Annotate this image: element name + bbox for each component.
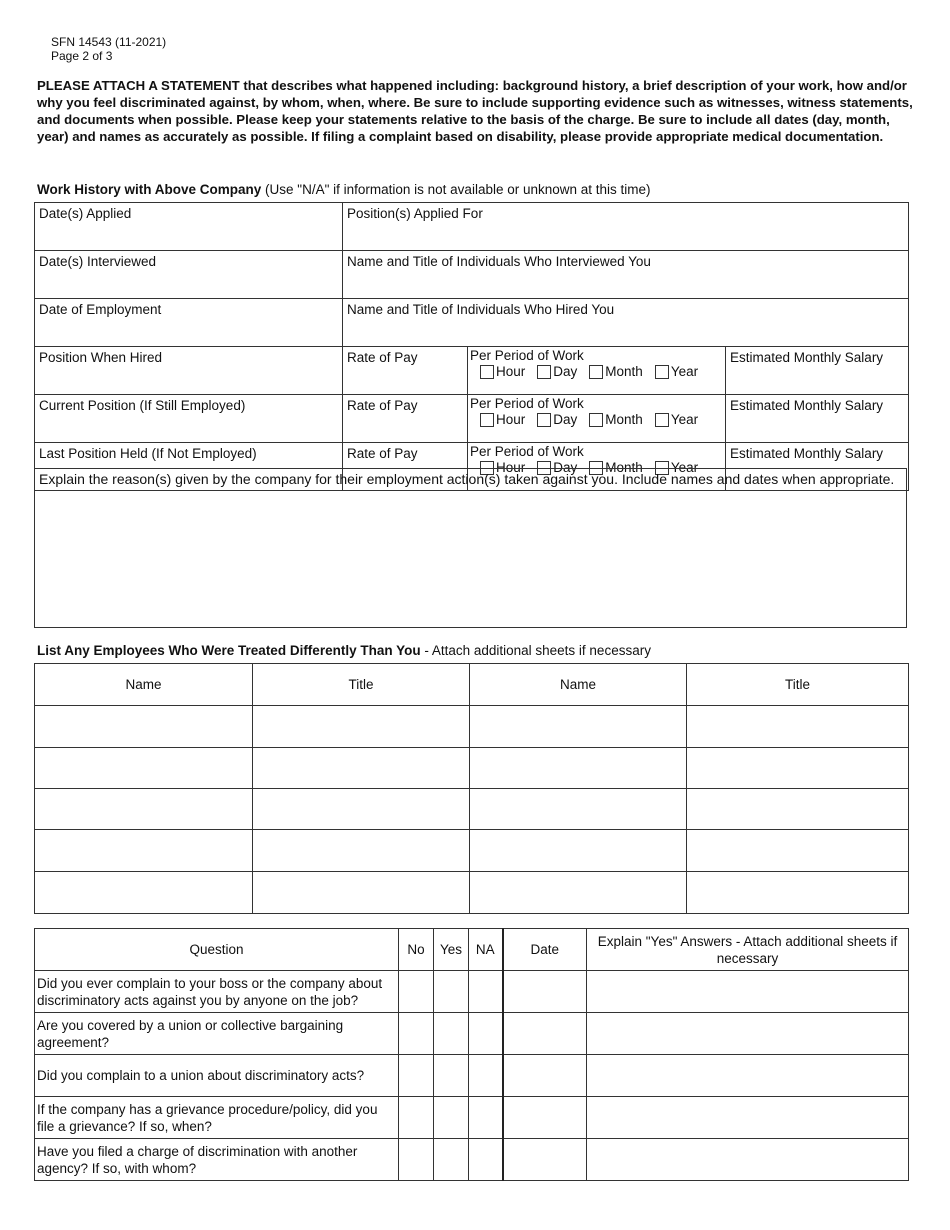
rate-of-pay-label: Rate of Pay bbox=[347, 446, 418, 461]
yes-answer-cell[interactable] bbox=[434, 1097, 469, 1139]
table-cell[interactable] bbox=[253, 706, 470, 748]
interviewers-label: Name and Title of Individuals Who Interviewed You bbox=[347, 254, 651, 269]
table-cell[interactable] bbox=[470, 748, 687, 789]
month-checkbox[interactable] bbox=[589, 413, 603, 427]
table-cell[interactable] bbox=[253, 748, 470, 789]
explain-reasons-box[interactable] bbox=[34, 468, 907, 628]
explain-cell[interactable] bbox=[587, 1013, 909, 1055]
date-interviewed-field[interactable] bbox=[35, 251, 343, 299]
year-label: Year bbox=[670, 460, 699, 475]
table-row bbox=[35, 395, 909, 443]
table-cell[interactable] bbox=[35, 872, 253, 914]
table-row bbox=[35, 299, 909, 347]
date-cell[interactable] bbox=[503, 971, 587, 1013]
monthly-salary-label: Estimated Monthly Salary bbox=[730, 350, 884, 365]
table-cell[interactable] bbox=[35, 748, 253, 789]
yes-answer-cell[interactable] bbox=[434, 1013, 469, 1055]
date-cell[interactable] bbox=[503, 1097, 587, 1139]
table-cell[interactable] bbox=[35, 830, 253, 872]
monthly-salary-label: Estimated Monthly Salary bbox=[730, 398, 884, 413]
day-checkbox[interactable] bbox=[537, 413, 551, 427]
table-header-row bbox=[35, 929, 909, 971]
table-cell[interactable] bbox=[253, 872, 470, 914]
table-cell[interactable] bbox=[470, 789, 687, 830]
day-label: Day bbox=[553, 412, 578, 427]
table-row bbox=[35, 830, 909, 872]
work-history-title: Work History with Above Company bbox=[37, 182, 262, 197]
work-history-heading bbox=[37, 182, 651, 197]
no-answer-cell[interactable] bbox=[399, 1055, 434, 1097]
explain-cell[interactable] bbox=[587, 1097, 909, 1139]
current-position-field[interactable] bbox=[35, 395, 343, 443]
table-cell[interactable] bbox=[35, 789, 253, 830]
table-cell[interactable] bbox=[470, 872, 687, 914]
question-text: Did you complain to a union about discriminatory acts? bbox=[35, 1055, 399, 1097]
year-label: Year bbox=[670, 364, 699, 379]
position-applied-label: Position(s) Applied For bbox=[347, 206, 483, 221]
month-checkbox[interactable] bbox=[589, 365, 603, 379]
question-text: If the company has a grievance procedure/policy, did you file a grievance? If so, when? bbox=[35, 1097, 399, 1139]
work-history-note: (Use "N/A" if information is not available or unknown at this time) bbox=[261, 182, 651, 197]
no-answer-cell[interactable] bbox=[399, 971, 434, 1013]
hour-label: Hour bbox=[496, 412, 526, 427]
date-cell[interactable] bbox=[503, 1013, 587, 1055]
explain-reasons-label: Explain the reason(s) given by the company for their employment action(s) taken against you. Include names and dates when appropriate. bbox=[39, 471, 895, 487]
name-column-header: Name bbox=[470, 664, 687, 706]
form-header bbox=[51, 35, 166, 63]
title-column-header: Title bbox=[253, 664, 470, 706]
question-row bbox=[35, 1139, 909, 1181]
name-column-header: Name bbox=[35, 664, 253, 706]
table-cell[interactable] bbox=[687, 872, 909, 914]
na-column-header: NA bbox=[469, 929, 503, 971]
question-text: Have you filed a charge of discrimination with another agency? If so, with whom? bbox=[35, 1139, 399, 1181]
table-row bbox=[35, 347, 909, 395]
na-answer-cell[interactable] bbox=[469, 971, 503, 1013]
question-row bbox=[35, 1055, 909, 1097]
table-row bbox=[35, 789, 909, 830]
per-period-label: Per Period of Work bbox=[470, 396, 584, 411]
no-answer-cell[interactable] bbox=[399, 1139, 434, 1181]
table-cell[interactable] bbox=[687, 706, 909, 748]
question-row bbox=[35, 1013, 909, 1055]
monthly-salary-label: Estimated Monthly Salary bbox=[730, 446, 884, 461]
no-answer-cell[interactable] bbox=[399, 1097, 434, 1139]
question-row bbox=[35, 971, 909, 1013]
date-applied-label: Date(s) Applied bbox=[39, 206, 132, 221]
per-period-field bbox=[468, 347, 726, 395]
employees-note: - Attach additional sheets if necessary bbox=[420, 643, 651, 658]
hour-checkbox[interactable] bbox=[480, 365, 494, 379]
na-answer-cell[interactable] bbox=[469, 1055, 503, 1097]
hour-label: Hour bbox=[496, 364, 526, 379]
yes-column-header: Yes bbox=[434, 929, 469, 971]
yes-answer-cell[interactable] bbox=[434, 971, 469, 1013]
position-applied-field[interactable] bbox=[343, 203, 909, 251]
monthly-salary-field[interactable] bbox=[726, 395, 909, 443]
question-column-header: Question bbox=[35, 929, 399, 971]
per-period-field bbox=[468, 395, 726, 443]
table-cell[interactable] bbox=[35, 706, 253, 748]
table-cell[interactable] bbox=[687, 830, 909, 872]
explain-cell[interactable] bbox=[587, 1139, 909, 1181]
form-id: SFN 14543 (11-2021) bbox=[51, 35, 167, 49]
interviewers-field[interactable] bbox=[343, 251, 909, 299]
position-hired-label: Position When Hired bbox=[39, 350, 163, 365]
month-label: Month bbox=[605, 460, 643, 475]
date-applied-field[interactable] bbox=[35, 203, 343, 251]
table-cell[interactable] bbox=[470, 706, 687, 748]
date-employment-field[interactable] bbox=[35, 299, 343, 347]
table-cell[interactable] bbox=[470, 830, 687, 872]
work-history-table bbox=[34, 202, 909, 491]
questions-table bbox=[34, 928, 909, 1181]
explain-cell[interactable] bbox=[587, 1055, 909, 1097]
employees-title: List Any Employees Who Were Treated Differently Than You bbox=[37, 643, 421, 658]
monthly-salary-field[interactable] bbox=[726, 347, 909, 395]
current-position-label: Current Position (If Still Employed) bbox=[39, 398, 246, 413]
year-label: Year bbox=[670, 412, 699, 427]
table-row bbox=[35, 872, 909, 914]
table-cell[interactable] bbox=[253, 789, 470, 830]
date-cell[interactable] bbox=[503, 1139, 587, 1181]
table-cell[interactable] bbox=[253, 830, 470, 872]
table-cell[interactable] bbox=[687, 748, 909, 789]
day-checkbox[interactable] bbox=[537, 365, 551, 379]
year-checkbox[interactable] bbox=[655, 365, 669, 379]
rate-of-pay-field[interactable] bbox=[343, 395, 468, 443]
date-interviewed-label: Date(s) Interviewed bbox=[39, 254, 157, 269]
hour-checkbox[interactable] bbox=[480, 413, 494, 427]
rate-of-pay-field[interactable] bbox=[343, 347, 468, 395]
table-header-row bbox=[35, 664, 909, 706]
table-cell[interactable] bbox=[687, 789, 909, 830]
date-cell[interactable] bbox=[503, 1055, 587, 1097]
position-hired-field[interactable] bbox=[35, 347, 343, 395]
rate-of-pay-label: Rate of Pay bbox=[347, 350, 418, 365]
table-row bbox=[35, 748, 909, 789]
na-answer-cell[interactable] bbox=[469, 1013, 503, 1055]
table-row bbox=[35, 706, 909, 748]
question-row bbox=[35, 1097, 909, 1139]
yes-answer-cell[interactable] bbox=[434, 1055, 469, 1097]
table-row bbox=[35, 203, 909, 251]
explain-column-header: Explain "Yes" Answers - Attach additional sheets if necessary bbox=[587, 929, 909, 971]
day-label: Day bbox=[553, 460, 578, 475]
na-answer-cell[interactable] bbox=[469, 1139, 503, 1181]
question-text: Are you covered by a union or collective bargaining agreement? bbox=[35, 1013, 399, 1055]
year-checkbox[interactable] bbox=[655, 413, 669, 427]
question-text: Did you ever complain to your boss or the company about discriminatory acts against you by anyone on the job? bbox=[35, 971, 399, 1013]
month-label: Month bbox=[605, 364, 643, 379]
date-column-header: Date bbox=[503, 929, 587, 971]
employees-heading bbox=[37, 643, 651, 658]
date-employment-label: Date of Employment bbox=[39, 302, 162, 317]
hirers-label: Name and Title of Individuals Who Hired You bbox=[347, 302, 615, 317]
no-column-header: No bbox=[399, 929, 434, 971]
hour-label: Hour bbox=[496, 460, 526, 475]
yes-answer-cell[interactable] bbox=[434, 1139, 469, 1181]
day-label: Day bbox=[553, 364, 578, 379]
na-answer-cell[interactable] bbox=[469, 1097, 503, 1139]
statement-instructions: PLEASE ATTACH A STATEMENT that describes what happened including: background history, a brief description of your work, how and/or why you feel discriminated against, by whom, when, where. Be sure to include supporting evidence such as witnesses, witness statements, and documents when possible. Please keep your statements relative to the basis of the charge. Be sure to include all dates (day, month, year) and names as accurately as possible. If filing a complaint based on disability, please provide appropriate medical documentation. bbox=[37, 78, 913, 144]
employees-table bbox=[34, 663, 909, 914]
per-period-label: Per Period of Work bbox=[470, 348, 584, 363]
page-number: Page 2 of 3 bbox=[51, 49, 113, 63]
last-position-label: Last Position Held (If Not Employed) bbox=[39, 446, 257, 461]
no-answer-cell[interactable] bbox=[399, 1013, 434, 1055]
per-period-label: Per Period of Work bbox=[470, 444, 584, 459]
explain-cell[interactable] bbox=[587, 971, 909, 1013]
month-label: Month bbox=[605, 412, 643, 427]
rate-of-pay-label: Rate of Pay bbox=[347, 398, 418, 413]
hirers-field[interactable] bbox=[343, 299, 909, 347]
title-column-header: Title bbox=[687, 664, 909, 706]
table-row bbox=[35, 251, 909, 299]
